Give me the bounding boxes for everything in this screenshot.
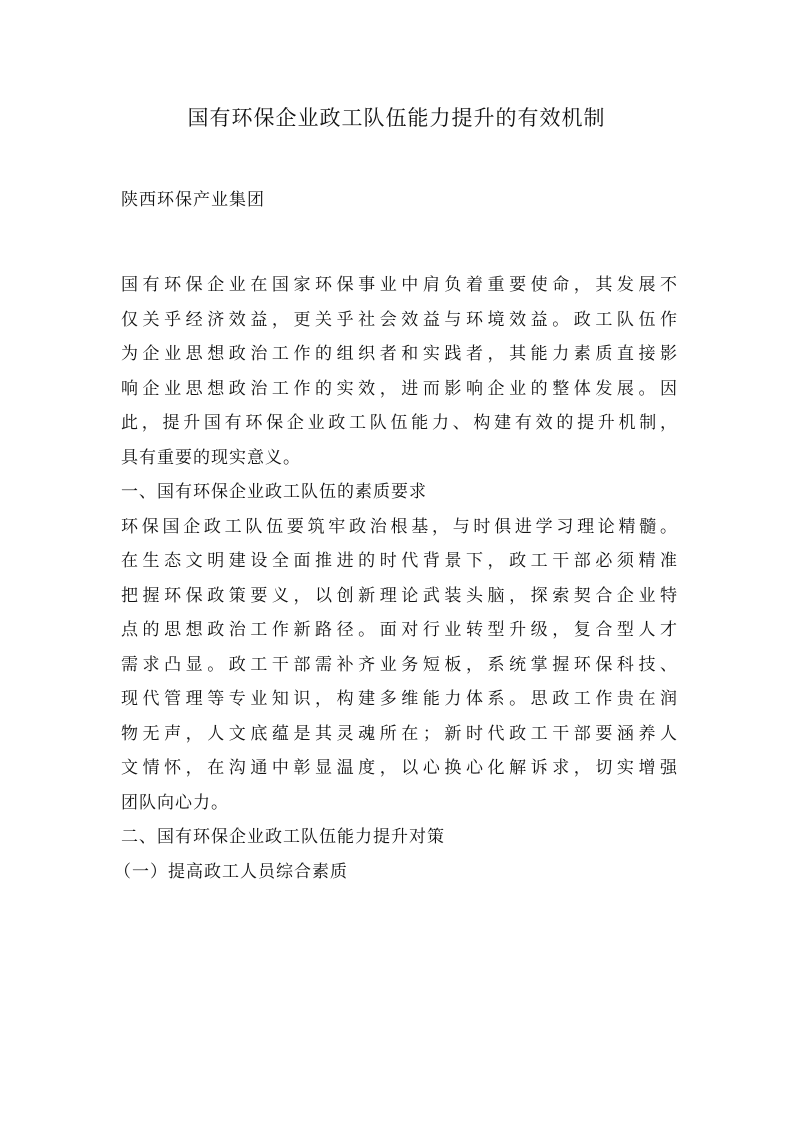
subsection-heading: （一）提高政工人员综合素质 [114,861,348,882]
section-heading-2: 二、国有环保企业政工队伍能力提升对策 [121,827,445,847]
paragraph-line: 需求凸显。政工干部需补齐业务短板，系统掌握环保科技、 [121,654,677,675]
paragraph-line: 团队向心力。 [121,792,229,813]
paragraph-line: 物无声，人文底蕴是其灵魂所在；新时代政工干部要涵养人 [121,723,677,744]
paragraph-line: 点的思想政治工作新路径。面对行业转型升级，复合型人才 [121,620,677,640]
organization-name: 陕西环保产业集团 [121,190,265,210]
paragraph-line: 把握环保政策要义，以创新理论武装头脑，探索契合企业特 [121,585,677,606]
paragraph-line: 为企业思想政治工作的组织者和实践者，其能力素质直接影 [121,344,677,364]
paragraph-line: 仅关乎经济效益，更关乎社会效益与环境效益。政工队伍作 [121,309,677,330]
paragraph-line: 环保国企政工队伍要筑牢政治根基，与时俱进学习理论精髓。 [121,516,677,537]
paragraph-line: 文情怀，在沟通中彰显温度，以心换心化解诉求，切实增强 [121,758,677,778]
paragraph-line: 国有环保企业在国家环保事业中肩负着重要使命，其发展不 [121,275,677,295]
section-heading-1: 一、国有环保企业政工队伍的素质要求 [121,482,427,502]
document-title: 国有环保企业政工队伍能力提升的有效机制 [187,106,606,130]
document-body [114,268,677,889]
paragraph-line: 在生态文明建设全面推进的时代背景下，政工干部必须精准 [121,551,677,571]
paragraph-line: 此，提升国有环保企业政工队伍能力、构建有效的提升机制， [121,413,677,433]
paragraph-line: 现代管理等专业知识，构建多维能力体系。思政工作贵在润 [121,689,677,709]
paragraph-line: 具有重要的现实意义。 [121,447,301,468]
paragraph-line: 响企业思想政治工作的实效，进而影响企业的整体发展。因 [121,378,677,399]
